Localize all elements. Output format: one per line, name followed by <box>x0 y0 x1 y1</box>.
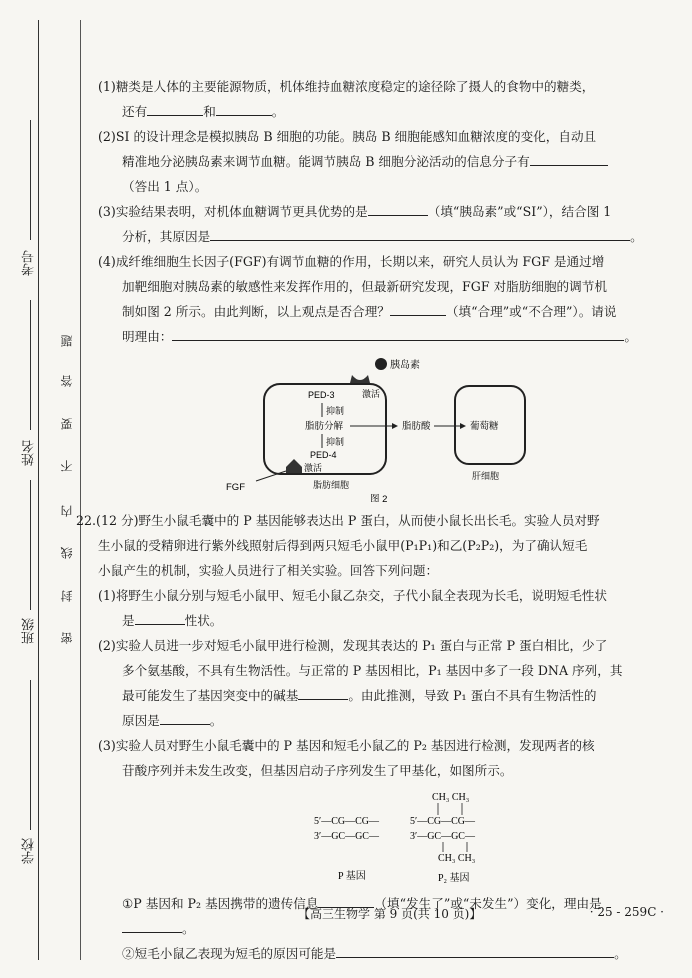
text: 。 <box>630 229 643 244</box>
answer-blank[interactable] <box>172 326 624 341</box>
liver-cell-label: 肝细胞 <box>472 471 500 481</box>
q22-intro-line1: 22.(12 分)野生小鼠毛囊中的 P 基因能够表达出 P 蛋白，从而使小鼠长出长毛。实验人员对野 <box>76 513 600 528</box>
seal-line <box>80 20 81 960</box>
binding-margin <box>0 0 92 978</box>
lipolysis-label: 脂肪分解 <box>305 421 344 432</box>
p2-gene-top-strand: 5′—CG—CG— <box>410 816 475 827</box>
glucose-label: 葡萄糖 <box>470 421 499 432</box>
answer-blank[interactable] <box>298 685 348 700</box>
text: (3)实验结果表明，对机体血糖调节更具优势的是 <box>98 204 368 219</box>
q21-part4-line1: (4)成纤维细胞生长因子(FGF)有调节血糖的作用，长期以来，研究人员认为 FGF 是通过增 <box>98 254 605 269</box>
text: ①P 基因和 P₂ 基因携带的遗传信息 <box>122 896 319 911</box>
p-gene-top-strand: 5′—CG—CG— <box>314 816 379 827</box>
page-content <box>76 74 664 966</box>
answer-blank[interactable] <box>530 151 608 166</box>
name-blank <box>30 300 31 430</box>
text: 分析，其原因是 <box>122 229 211 244</box>
answer-blank[interactable] <box>368 201 428 216</box>
answer-blank[interactable] <box>216 101 272 116</box>
figure-2-caption: 图 2 <box>370 494 388 502</box>
q21-part4-line3 <box>98 299 664 324</box>
footer-page-info: 【高三生物学 第 9 页(共 10 页)】 <box>298 907 482 921</box>
exam-number-blank <box>30 120 31 240</box>
receptor-icon <box>350 375 370 383</box>
q21-part1-line2 <box>98 99 664 124</box>
seal-char: 内 <box>60 505 74 517</box>
text: 最可能发生了基因突变中的碱基 <box>122 688 299 703</box>
q21-part2-line2 <box>98 149 664 174</box>
figure-2-diagram <box>98 357 664 502</box>
ped4-label: PED-4 <box>310 450 337 460</box>
fatty-acid-label: 脂肪酸 <box>402 421 431 432</box>
fgf-label: FGF <box>226 482 245 493</box>
gene-diagram <box>98 787 664 887</box>
text: 还有 <box>122 104 148 119</box>
answer-blank[interactable] <box>147 101 203 116</box>
q22-part2-line3 <box>98 683 664 708</box>
q21-part4-line2: 加靶细胞对胰岛素的敏感性来发挥作用的，但最新研究发现，FGF 对脂肪细胞的调节机 <box>122 279 607 294</box>
arrow-head <box>460 423 466 429</box>
q21-part4-line4 <box>98 324 664 349</box>
q21-part2-line1: (2)SI 的设计理念是模拟胰岛 B 细胞的功能。胰岛 B 细胞能感知血糖浓度的变化，自动且 <box>98 129 597 144</box>
q22-sub2-line1 <box>98 941 664 966</box>
p2-gene-label: P₂ 基因 <box>438 873 470 884</box>
seal-char: 不 <box>60 460 74 472</box>
text: 制如图 2 所示。由此判断，以上观点是否合理？ <box>122 304 390 319</box>
text: 性状。 <box>184 613 223 628</box>
class-blank <box>30 480 31 610</box>
seal-char: 密 <box>60 632 74 644</box>
inhibit-label-2: 抑制 <box>326 437 345 447</box>
seal-char: 要 <box>60 418 74 430</box>
text: 明理由： <box>122 329 173 344</box>
text: （填“合理”或“不合理”）。请说 <box>445 304 617 319</box>
seal-char: 线 <box>60 547 74 559</box>
q22-part1-line2 <box>98 608 664 633</box>
insulin-icon <box>375 358 387 370</box>
text: 。 <box>614 946 627 961</box>
text: ②短毛小鼠乙表现为短毛的原因可能是 <box>122 946 337 961</box>
answer-blank[interactable] <box>160 710 210 725</box>
text: 。 <box>209 713 223 728</box>
text: 。由此推测，导致 P₁ 蛋白不具有生物活性的 <box>348 688 597 703</box>
text: 精准地分泌胰岛素来调节血糖。能调节胰岛 B 细胞分泌活动的信息分子有 <box>122 154 530 169</box>
ped3-label: PED-3 <box>308 390 335 400</box>
q22-part2-line1: (2)实验人员进一步对短毛小鼠甲进行检测，发现其表达的 P₁ 蛋白与正常 P 蛋白相比，少了 <box>98 638 608 653</box>
text: 和 <box>203 104 216 119</box>
p2-gene-bottom-strand: 3′—GC—GC— <box>410 831 475 842</box>
text: （填“胰岛素”或“SI”），结合图 1 <box>427 204 612 219</box>
figure-2 <box>98 357 664 502</box>
activate-label-2: 激活 <box>304 463 323 473</box>
text: 原因是 <box>122 713 160 728</box>
p-gene-bottom-strand: 3′—GC—GC— <box>314 831 379 842</box>
seal-char: 封 <box>60 590 74 602</box>
q22-part2-line2: 多个氨基酸，不具有生物活性。与正常的 P 基因相比，P₁ 基因中多了一段 DNA 序列，其 <box>122 663 623 678</box>
q22-part3-line1: (3)实验人员对野生小鼠毛囊中的 P 基因和短毛小鼠乙的 P₂ 基因进行检测，发现两者的核 <box>98 738 595 753</box>
fat-cell-label: 脂肪细胞 <box>313 480 350 490</box>
margin-line <box>38 20 39 960</box>
seal-char: 题 <box>60 335 74 347</box>
text: 。 <box>624 329 637 344</box>
seal-char: 答 <box>60 375 74 387</box>
q22-part1-line1: (1)将野生小鼠分别与短毛小鼠甲、短毛小鼠乙杂交，子代小鼠全表现为长毛，说明短毛性状 <box>98 588 607 603</box>
answer-blank[interactable] <box>135 610 185 625</box>
answer-blank[interactable] <box>390 301 446 316</box>
exam-number-label: 考号 <box>22 250 37 276</box>
arrow-head <box>392 423 398 429</box>
class-label: 班级 <box>22 618 37 644</box>
q21-part2-line3: （答出 1 点）。 <box>122 179 208 194</box>
q22-part2-line4 <box>98 708 664 733</box>
q22-intro-line2: 生小鼠的受精卵进行紫外线照射后得到两只短毛小鼠甲(P₁P₁)和乙(P₂P₂)，为了确认短毛 <box>98 538 588 553</box>
text: （填“发生了”或“未发生”）变化，理由是 <box>374 896 602 911</box>
p2-ch3-top: CH₃ CH₃ <box>432 792 470 803</box>
p2-ch3-bottom: CH₃ CH₃ <box>438 853 476 864</box>
q22-part3-line2: 苷酸序列并未发生改变，但基因启动子序列发生了甲基化，如图所示。 <box>122 763 513 778</box>
text: 。 <box>271 104 285 119</box>
school-blank <box>30 680 31 830</box>
school-label: 学校 <box>22 838 37 864</box>
fgf-arrow <box>256 471 286 481</box>
answer-blank[interactable] <box>122 918 182 933</box>
answer-blank[interactable] <box>336 943 614 958</box>
q21-part3-line1 <box>98 199 664 224</box>
name-label: 姓名 <box>22 440 37 466</box>
fgf-receptor-icon <box>286 459 302 473</box>
text: 。 <box>182 921 195 936</box>
answer-blank[interactable] <box>210 226 630 241</box>
activate-label-1: 激活 <box>362 389 381 399</box>
inhibit-label-1: 抑制 <box>326 406 345 416</box>
text: 是 <box>122 613 135 628</box>
q22-intro-line3: 小鼠产生的机制，实验人员进行了相关实验。回答下列问题： <box>98 563 439 578</box>
gene-methylation-figure <box>98 787 664 887</box>
p-gene-label: P 基因 <box>338 871 366 882</box>
q21-part1-line1: (1)糖类是人体的主要能源物质，机体维持血糖浓度稳定的途径除了摄人的食物中的糖类， <box>98 79 595 94</box>
insulin-label: 胰岛素 <box>390 360 420 371</box>
q21-part3-line2 <box>98 224 664 249</box>
footer-code: · 25 - 259C · <box>589 905 664 919</box>
